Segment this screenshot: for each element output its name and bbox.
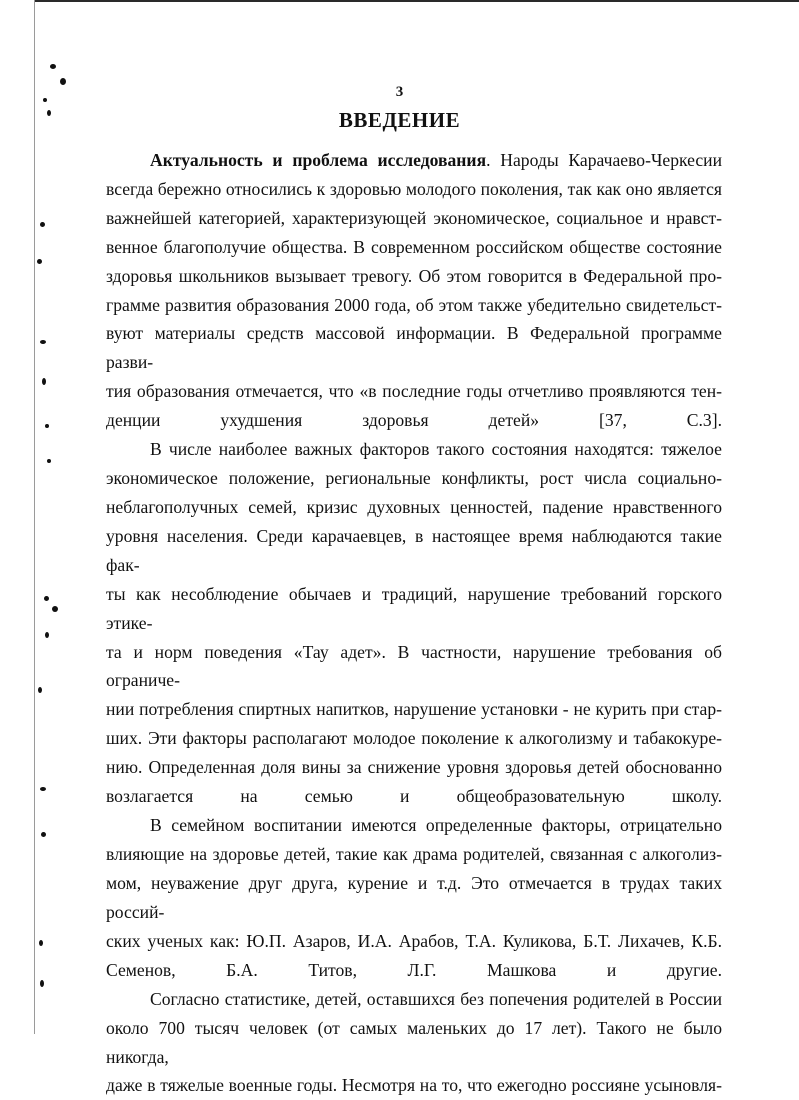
text-line: Семенов, Б.А. Титов, Л.Г. Машкова и другие. xyxy=(106,959,722,980)
scan-speck xyxy=(44,596,49,601)
scan-top-edge xyxy=(34,0,799,2)
paragraph-3 xyxy=(106,811,722,984)
text-line: Согласно статистике, детей, оставшихся без попечения родителей в России xyxy=(150,988,722,1009)
body-text xyxy=(106,146,722,1100)
scan-speck xyxy=(42,378,46,385)
text-line: грамме развития образования 2000 года, об этом также убедительно свидетельст- xyxy=(106,294,722,315)
text-line: нии потребления спиртных напитков, нарушение установки - не курить при стар- xyxy=(106,699,722,720)
text-line: здоровья школьников вызывает тревогу. Об этом говорится в Федеральной про- xyxy=(106,265,722,286)
paragraph-1 xyxy=(106,146,722,435)
text-line: уровня населения. Среди карачаевцев, в настоящее время наблюдаются такие фак- xyxy=(106,525,722,575)
text-line: нию. Определенная доля вины за снижение уровня здоровья детей обоснованно xyxy=(106,757,722,778)
text-line: вуют материалы средств массовой информации. В Федеральной программе разви- xyxy=(106,323,722,373)
scan-speck xyxy=(40,222,45,227)
text-line: около 700 тысяч человек (от самых маленьких до 17 лет). Такого не было никогда, xyxy=(106,1017,722,1067)
text-line: ты как несоблюдение обычаев и традиций, нарушение требований горского этике- xyxy=(106,583,722,633)
scan-speck xyxy=(40,787,46,791)
text-line: важнейшей категорией, характеризующей экономическое, социальное и нравст- xyxy=(106,207,722,228)
paragraph-4 xyxy=(106,985,722,1100)
text-line: неблагополучных семей, кризис духовных ценностей, падение нравственного xyxy=(106,497,722,518)
scan-speck xyxy=(40,340,46,344)
text-line: ших. Эти факторы располагают молодое поколение к алкоголизму и табакокуре- xyxy=(106,728,722,749)
scan-speck xyxy=(45,424,49,428)
scan-left-edge xyxy=(34,0,35,1034)
text-line: всегда бережно относились к здоровью молодого поколения, так как оно является xyxy=(106,178,722,199)
scan-speck xyxy=(47,459,51,463)
scan-speck xyxy=(52,606,58,612)
scan-speck xyxy=(39,940,43,946)
text-line: мом, неуважение друг друга, курение и т.д. Это отмечается в трудах таких россий- xyxy=(106,872,722,922)
text-line: возлагается на семью и общеобразовательную школу. xyxy=(106,786,722,807)
section-title: ВВЕДЕНИЕ xyxy=(338,108,461,132)
scan-speck xyxy=(45,632,49,638)
text-line: влияющие на здоровье детей, такие как драма родителей, связанная с алкоголиз- xyxy=(106,844,722,865)
text-line: денции ухудшения здоровья детей» [37, С.3]. xyxy=(106,410,722,431)
scan-speck xyxy=(50,64,56,69)
page-number: 3 xyxy=(395,84,404,100)
text-line: тия образования отмечается, что «в последние годы отчетливо проявляются тен- xyxy=(106,381,722,402)
scan-speck xyxy=(38,687,42,693)
text-line: даже в тяжелые военные годы. Несмотря на то, что ежегодно россияне усыновля- xyxy=(106,1075,722,1096)
scan-speck xyxy=(40,980,44,987)
text-line: ских ученых как: Ю.П. Азаров, И.А. Арабов, Т.А. Куликова, Б.Т. Лихачев, К.Б. xyxy=(106,930,722,951)
scan-speck xyxy=(37,259,42,264)
text-line: экономическое положение, региональные конфликты, рост числа социально- xyxy=(106,468,722,489)
text-line: Актуальность и проблема исследования. Народы Карачаево-Черкесии xyxy=(150,150,722,170)
scan-speck xyxy=(41,832,46,837)
text-line: В семейном воспитании имеются определенные факторы, отрицательно xyxy=(150,815,722,836)
paragraph-2 xyxy=(106,435,722,811)
text-line: та и норм поведения «Тау адет». В частности, нарушение требования об ограниче- xyxy=(106,641,722,691)
text-line: В числе наиболее важных факторов такого состояния находятся: тяжелое xyxy=(150,439,722,460)
text-line: венное благополучие общества. В современном российском обществе состояние xyxy=(106,236,722,257)
lead-phrase: Актуальность и проблема исследования xyxy=(150,150,487,170)
